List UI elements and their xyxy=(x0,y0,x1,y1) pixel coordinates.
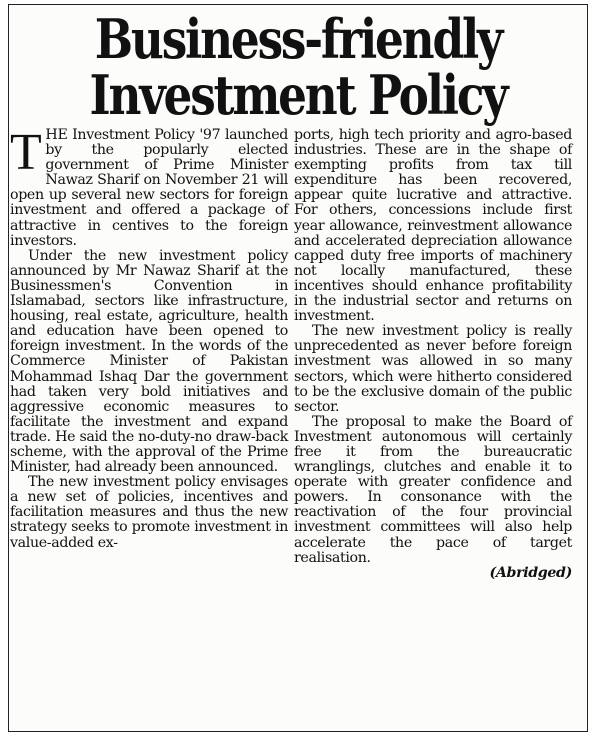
left-column xyxy=(10,124,288,724)
paragraph-3-start: The new investment policy envisages a new set of policies, incentives and facilitation measures and thus the new strategy seeks to promote investment in value-added ex- xyxy=(10,474,288,551)
right-column xyxy=(294,128,572,724)
paragraph-3-continued: ports, high tech priority and agro-based industries. These are in the shape of exempting profits from tax till expenditure has been recovered, appear quite lucrative and attractive. For others, concessions include first year allowance, reinvestment allowance and accelerated depreciation allowance capped duty free imports of machinery not locally manufactured, these incentives should enhance profitability in the industrial sector and returns on investment. xyxy=(294,127,572,325)
headline-line-2: Investment Policy xyxy=(89,63,507,127)
article-body xyxy=(10,124,572,724)
paragraph-1 xyxy=(10,124,288,249)
paragraph-5: The proposal to make the Board of Investment autonomous will certainly free it from the bureaucratic wranglings, clutches and enable it to operate with greater confidence and powers. In consonance with the reactivation of the four provincial investment committees will also help accelerate the pace of target realisation. xyxy=(294,413,572,566)
abridged-note: (Abridged) xyxy=(489,564,572,581)
drop-cap: T xyxy=(10,124,42,181)
paragraph-2: Under the new investment policy announced by Mr Nawaz Sharif at the Businessmen's Convention in Islamabad, sectors like infrastructure, housing, real estate, agriculture, health and education have been opened to foreign investment. In the words of the Commerce Minister of Pakistan Mohammad Ishaq Dar the government had taken very bold initiatives and aggressive economic measures to facilitate the investment and expand trade. He said the no-duty-no draw-back scheme, with the approval of the Prime Minister, had already been announced. xyxy=(10,247,288,476)
article-headline xyxy=(55,7,541,127)
paragraph-4: The new investment policy is really unprecedented as never before foreign investment was allowed in so many sectors, which were hitherto considered to be the exclusive domain of the public sector. xyxy=(294,323,572,415)
headline-line-1: Business-friendly xyxy=(94,7,502,71)
paragraph-1-text: HE Investment Policy '97 launched by the popularly elected government of Prime Minister Nawaz Sharif on November 21 will open up several new sectors for foreign investment and offered a package of attractive in centives to the foreign investors. xyxy=(10,127,288,249)
